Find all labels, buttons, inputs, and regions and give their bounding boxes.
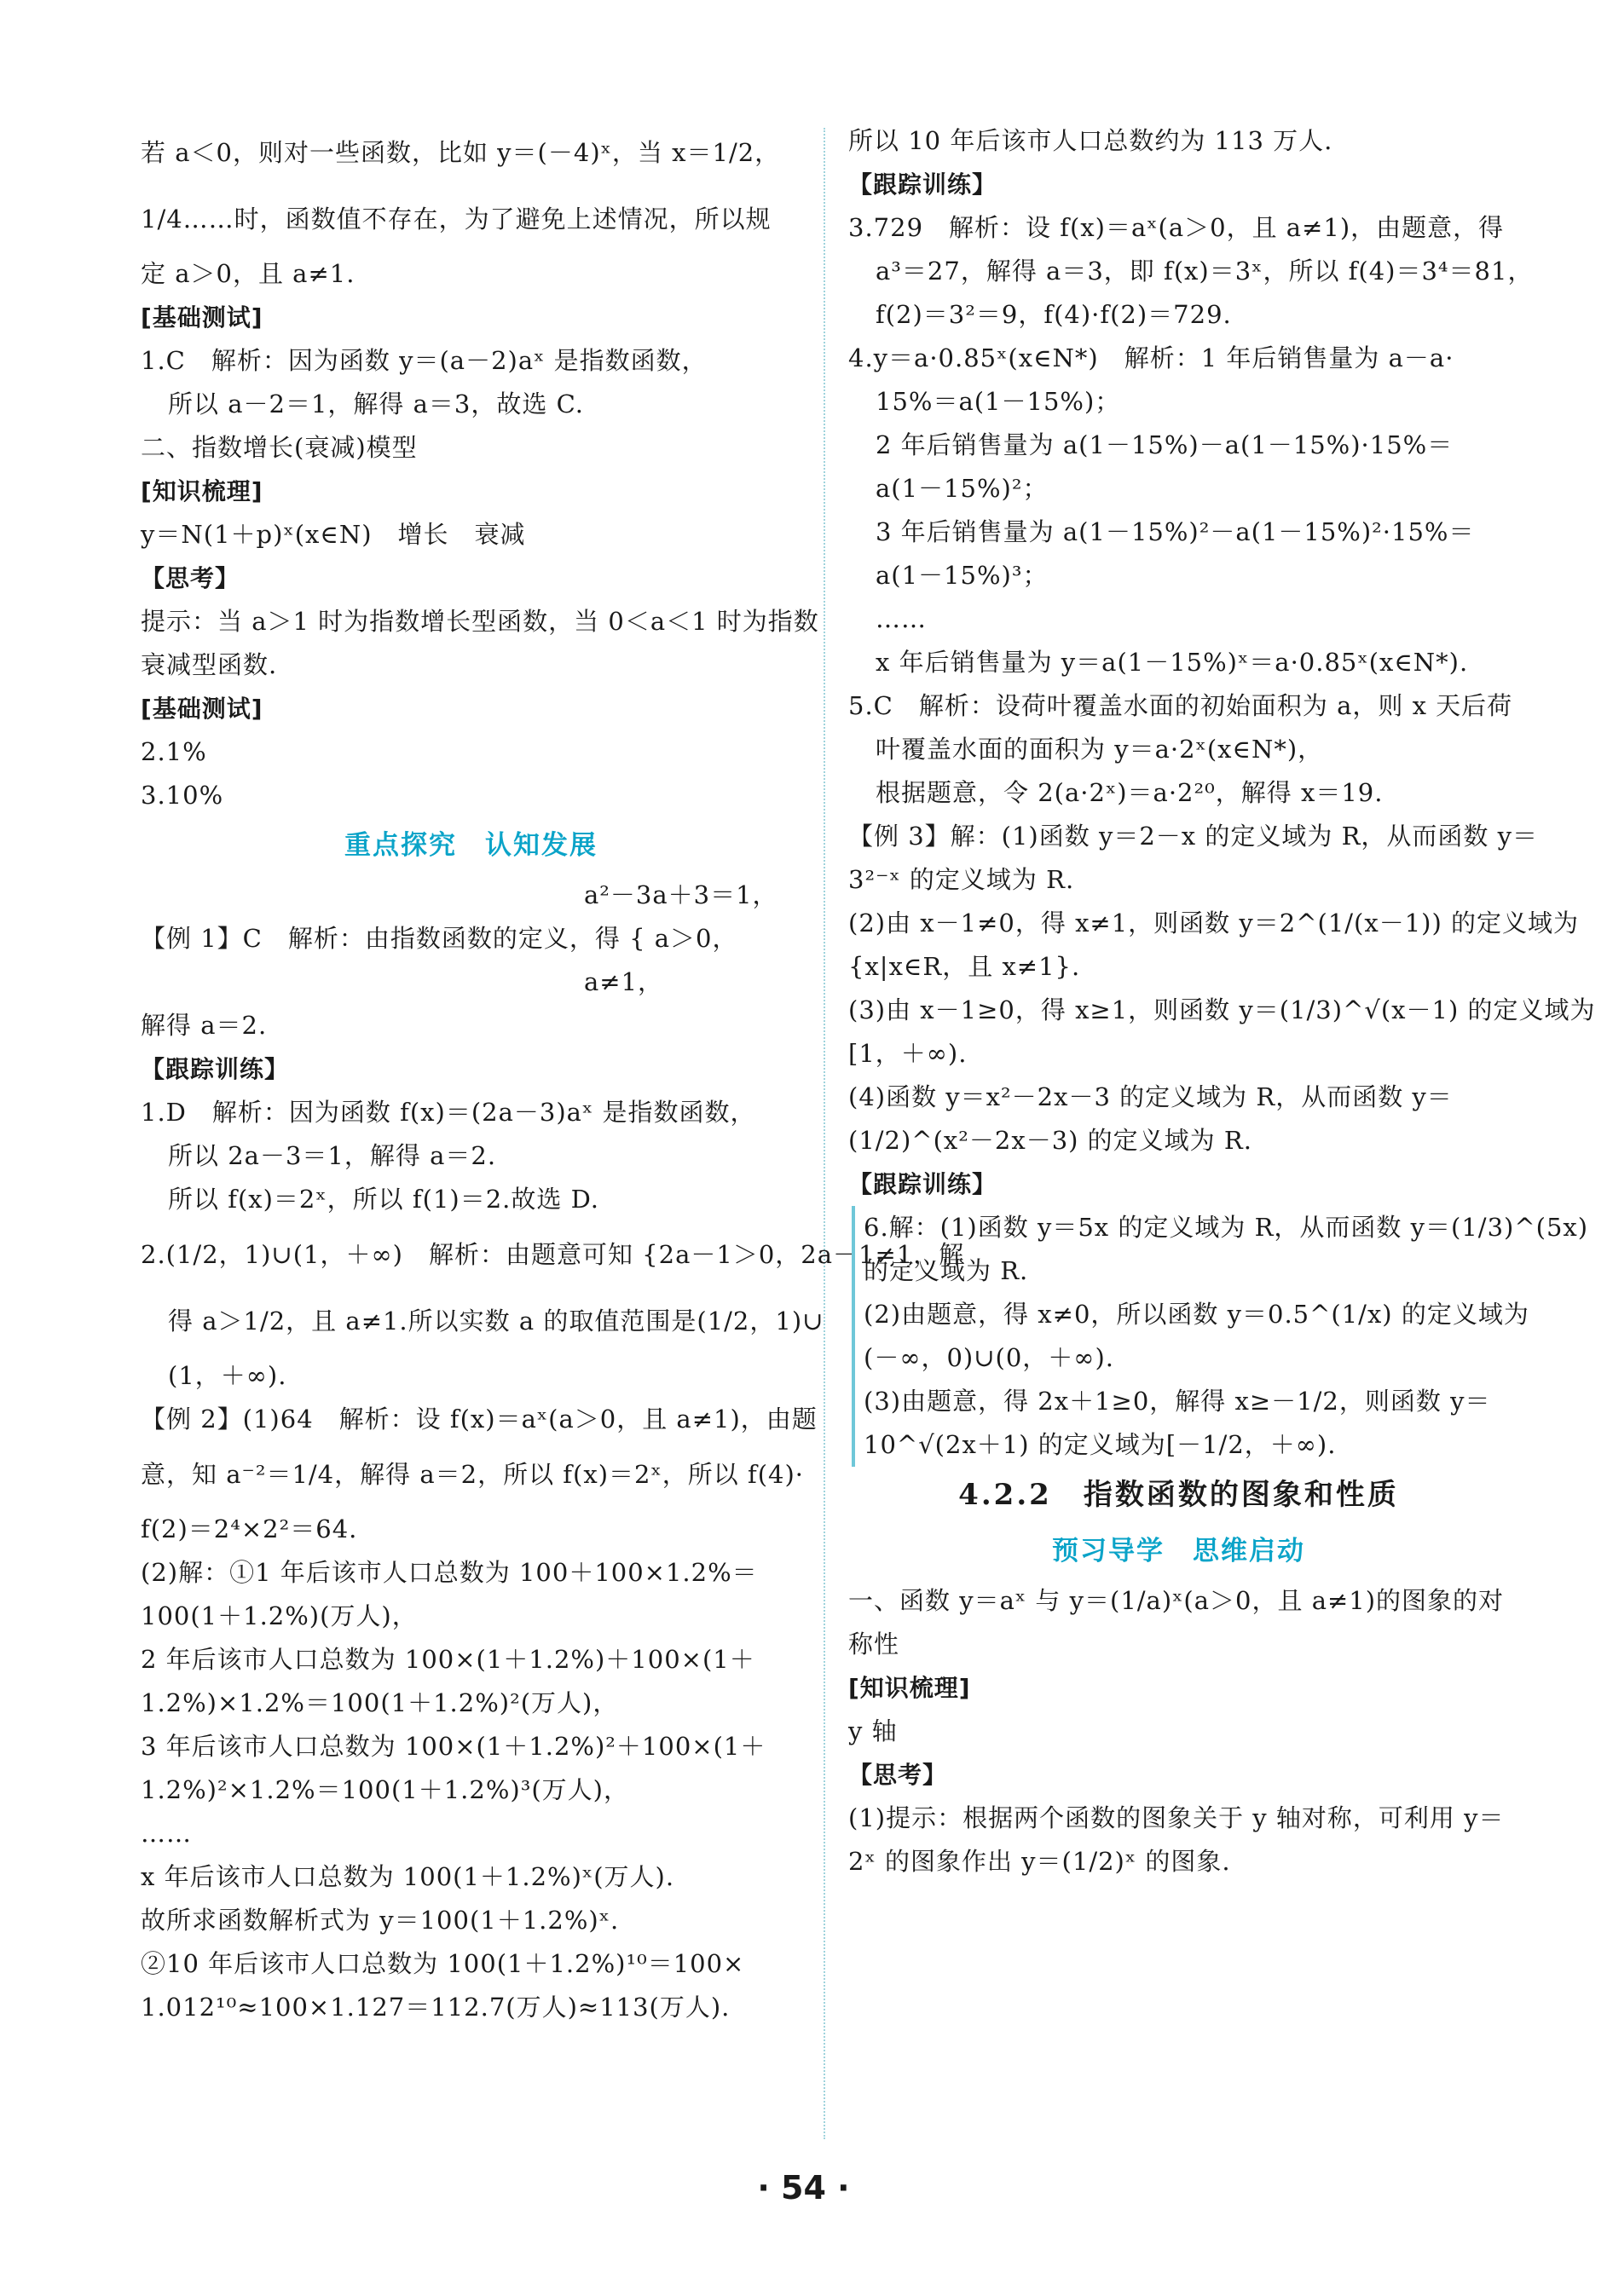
text-line: 的定义域为 R.	[852, 1249, 1509, 1293]
text-line: 所以 a－2＝1，解得 a＝3，故选 C.	[168, 389, 584, 418]
text-line: [1，＋∞).	[848, 1039, 968, 1068]
text-line: 定 a＞0，且 a≠1.	[141, 259, 356, 288]
text-line: 所以 f(x)＝2ˣ，所以 f(1)＝2.故选 D.	[168, 1185, 600, 1214]
text-line: 3²⁻ˣ 的定义域为 R.	[848, 865, 1075, 894]
system-row: a²－3a＋3＝1，	[584, 880, 778, 909]
text-line: y＝N(1＋p)ˣ(x∈N) 增长 衰减	[141, 520, 526, 549]
text-line: 3 年后销售量为 a(1－15%)²－a(1－15%)²·15%＝	[876, 517, 1475, 546]
text-line: x 年后销售量为 y＝a(1－15%)ˣ＝a·0.85ˣ(x∈N*).	[876, 648, 1469, 677]
text-line: (1/2)^(x²－2x－3) 的定义域为 R.	[848, 1126, 1252, 1155]
text-line: 解得 a＝2.	[141, 1011, 268, 1040]
right-column	[848, 119, 1596, 1884]
text-line: 衰减型函数.	[141, 650, 278, 679]
text-line: 1.2%)²×1.2%＝100(1＋1.2%)³(万人)，	[141, 1775, 629, 1804]
text-line: 1.C 解析：因为函数 y＝(a－2)aˣ 是指数函数，	[141, 346, 708, 375]
text-line: 2.(1/2，1)∪(1，＋∞) 解析：由题意可知 {2a－1＞0，2a－1≠1，解	[141, 1240, 965, 1269]
text-line: 意，知 a⁻²＝1/4，解得 a＝2，所以 f(x)＝2ˣ，所以 f(4)·	[141, 1460, 804, 1489]
section-label: 【跟踪训练】	[848, 1170, 997, 1198]
text-line: 2ˣ 的图象作出 y＝(1/2)ˣ 的图象.	[848, 1847, 1231, 1876]
text-line: 100(1＋1.2%)(万人)，	[141, 1601, 418, 1630]
text-line: 1.D 解析：因为函数 f(x)＝(2a－3)aˣ 是指数函数，	[141, 1098, 756, 1127]
text-line: (2)由 x－1≠0，得 x≠1，则函数 y＝2^(1/(x－1)) 的定义域为	[848, 909, 1580, 937]
section-heading: 重点探究 认知发展	[344, 830, 598, 861]
text-line: (1，＋∞).	[168, 1361, 287, 1390]
column-divider	[824, 128, 825, 2139]
text-line: y 轴	[848, 1716, 898, 1745]
text-line: 称性	[848, 1630, 900, 1659]
text-line: (2)解：①1 年后该市人口总数为 100＋100×1.2%＝	[141, 1558, 758, 1587]
subsection-title: 二、指数增长(衰减)模型	[141, 433, 418, 462]
text-line: ②10 年后该市人口总数为 100(1＋1.2%)¹⁰＝100×	[141, 1949, 745, 1978]
text-line: 叶覆盖水面的面积为 y＝a·2ˣ(x∈N*)，	[876, 735, 1324, 764]
text-line: a(1－15%)²；	[876, 474, 1049, 503]
text-line: 1.012¹⁰≈100×1.127＝112.7(万人)≈113(万人).	[141, 1993, 731, 2022]
text-line: 3.729 解析：设 f(x)＝aˣ(a＞0，且 a≠1)，由题意，得	[848, 213, 1505, 242]
text-line: 1/4……时，函数值不存在，为了避免上述情况，所以规	[141, 205, 772, 234]
section-label: [基础测试]	[141, 695, 263, 723]
section-label: [知识梳理]	[848, 1674, 971, 1702]
text-line: 4.y＝a·0.85ˣ(x∈N*) 解析：1 年后销售量为 a－a·	[848, 343, 1454, 372]
text-line: f(2)＝3²＝9，f(4)·f(2)＝729.	[876, 300, 1232, 329]
text-line: 得 a＞1/2，且 a≠1.所以实数 a 的取值范围是(1/2，1)∪	[168, 1307, 824, 1335]
section-heading: 预习导学 思维启动	[1052, 1536, 1305, 1566]
section-label: [基础测试]	[141, 303, 263, 332]
text-line: 【例 2】(1)64 解析：设 f(x)＝aˣ(a＞0，且 a≠1)，由题	[141, 1405, 818, 1434]
text-line: 根据题意，令 2(a·2ˣ)＝a·2²⁰，解得 x＝19.	[876, 778, 1384, 807]
text-line: 【例 3】解：(1)函数 y＝2－x 的定义域为 R，从而函数 y＝	[848, 822, 1539, 851]
text-line: a³＝27，解得 a＝3，即 f(x)＝3ˣ，所以 f(4)＝3⁴＝81，	[876, 257, 1534, 286]
section-label: 【思考】	[848, 1761, 948, 1789]
text-line: 2.1%	[141, 737, 207, 766]
section-label: 【跟踪训练】	[848, 170, 997, 199]
text-line: (4)函数 y＝x²－2x－3 的定义域为 R，从而函数 y＝	[848, 1082, 1453, 1111]
text-line: ……	[141, 1819, 192, 1848]
section-label: 【跟踪训练】	[141, 1055, 290, 1083]
text-line: 3.10%	[141, 781, 224, 810]
text-line: 一、函数 y＝aˣ 与 y＝(1/a)ˣ(a＞0，且 a≠1)的图象的对	[848, 1586, 1505, 1615]
text-line: 所以 10 年后该市人口总数约为 113 万人.	[848, 126, 1333, 155]
text-line: 3 年后该市人口总数为 100×(1＋1.2%)²＋100×(1＋	[141, 1732, 766, 1761]
text-line: f(2)＝2⁴×2²＝64.	[141, 1514, 358, 1543]
text-line: 提示：当 a＞1 时为指数增长型函数，当 0＜a＜1 时为指数	[141, 607, 819, 636]
text-line: x 年后该市人口总数为 100(1＋1.2%)ˣ(万人).	[141, 1862, 675, 1891]
text-line: 15%＝a(1－15%)；	[876, 387, 1121, 416]
text-line: {x|x∈R，且 x≠1}.	[848, 952, 1081, 981]
text-line: (1)提示：根据两个函数的图象关于 y 轴对称，可利用 y＝	[848, 1803, 1505, 1832]
lesson-title: 4.2.2 指数函数的图象和性质	[958, 1478, 1399, 1512]
page-number: · 54 ·	[757, 2169, 850, 2207]
text-line: 1.2%)×1.2%＝100(1＋1.2%)²(万人)，	[141, 1688, 619, 1717]
text-line: 2 年后该市人口总数为 100×(1＋1.2%)＋100×(1＋	[141, 1645, 755, 1674]
text-line: 2 年后销售量为 a(1－15%)－a(1－15%)·15%＝	[876, 430, 1454, 459]
text-line: 故所求函数解析式为 y＝100(1＋1.2%)ˣ.	[141, 1906, 620, 1935]
text-line: 【例 1】C 解析：由指数函数的定义，得 { a＞0，	[141, 924, 738, 953]
text-line: 5.C 解析：设荷叶覆盖水面的初始面积为 a，则 x 天后荷	[848, 691, 1513, 720]
text-line: 所以 2a－3＝1，解得 a＝2.	[168, 1141, 497, 1170]
text-line: a(1－15%)³；	[876, 561, 1049, 590]
section-label: [知识梳理]	[141, 477, 263, 505]
text-line: (2)由题意，得 x≠0，所以函数 y＝0.5^(1/x) 的定义域为	[852, 1293, 1509, 1336]
text-line: (－∞，0)∪(0，＋∞).	[852, 1336, 1509, 1380]
text-line: 若 a＜0，则对一些函数，比如 y＝(－4)ˣ，当 x＝1/2，	[141, 138, 781, 167]
text-line: ……	[876, 604, 927, 633]
text-line: (3)由题意，得 2x＋1≥0，解得 x≥－1/2，则函数 y＝	[852, 1380, 1509, 1423]
section-label: 【思考】	[141, 564, 240, 592]
text-line: 6.解：(1)函数 y＝5x 的定义域为 R，从而函数 y＝(1/3)^(5x)	[852, 1206, 1509, 1249]
text-line: (3)由 x－1≥0，得 x≥1，则函数 y＝(1/3)^√(x－1) 的定义域为	[848, 995, 1596, 1024]
text-line: 10^√(2x＋1) 的定义域为[－1/2，＋∞).	[852, 1423, 1509, 1467]
system-row: a≠1，	[584, 967, 664, 996]
